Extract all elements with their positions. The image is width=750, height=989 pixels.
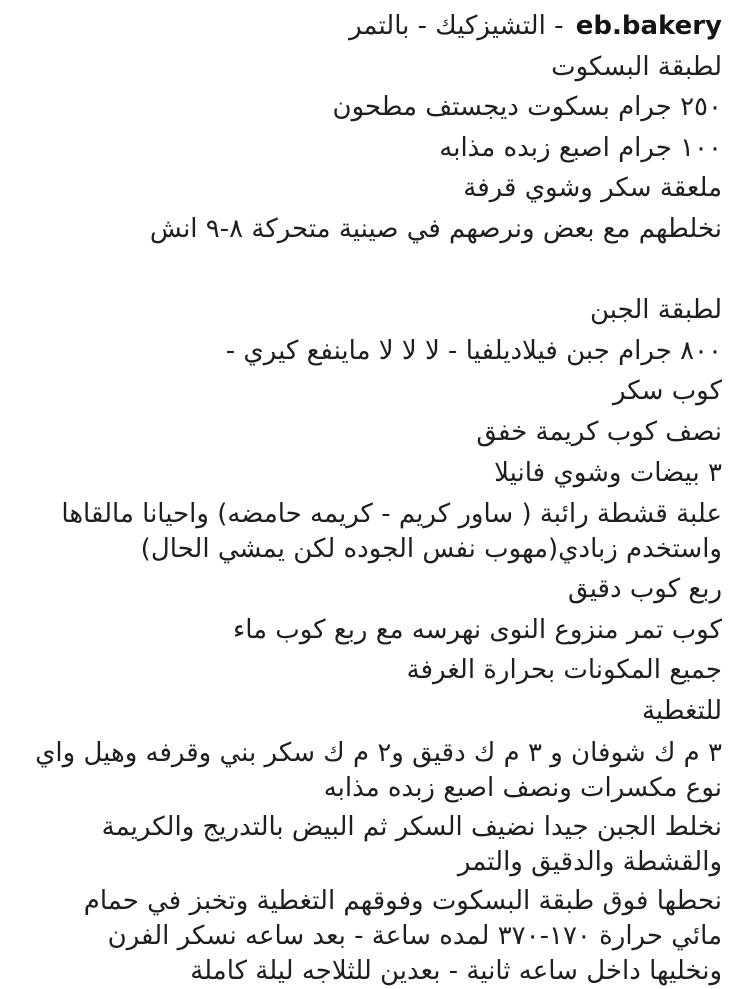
blank-line: [30, 250, 722, 291]
topping-title: للتغطية: [641, 695, 722, 726]
crust-item: ١٠٠ جرام اصبع زبده مذابه: [439, 132, 722, 163]
cheese-item: كوب تمر منزوع النوى نهرسه مع ربع كوب ماء: [232, 614, 722, 645]
crust-item: ٢٥٠ جرام بسكوت ديجستف مطحون: [332, 92, 722, 123]
cheese-item: جميع المكونات بحرارة الغرفة: [406, 655, 722, 686]
cheese-item: ٣ بيضات وشوي فانيلا: [494, 457, 722, 488]
crust-item: نخلطهم مع بعض ونرصهم في صينية متحركة ٨-٩ انش: [149, 213, 722, 244]
method-step-2: نحطها فوق طبقة البسكوت وفوقهم التغطية وتخبز في حمام مائي حرارة ١٧٠-٣٧٠ لمده ساعة - بعد ساعه نسكر الفرن ونخليها داخل ساعه ثانية - بعدين للثلاجه ليلة كاملة: [83, 885, 722, 986]
cheese-title: لطبقة الجبن: [589, 295, 722, 326]
username[interactable]: eb.bakery: [575, 11, 722, 41]
cheese-item: نصف كوب كريمة خفق: [476, 416, 722, 447]
cheese-item: ٨٠٠ جرام جبن فيلاديلفيا - لا لا لا ماينفع كيري -: [225, 335, 722, 366]
cheese-item: ربع كوب دقيق: [568, 574, 722, 605]
crust-title: لطبقة البسكوت: [551, 51, 722, 82]
caption-header: [30, 6, 722, 47]
topping-text: ٣ م ك شوفان و ٣ م ك دقيق و٢ م ك سكر بني وقرفه وهيل واي نوع مكسرات ونصف اصبع زبده مذابه: [35, 737, 722, 803]
crust-item: ملعقة سكر وشوي قرفة: [463, 173, 722, 204]
cheese-item: كوب سكر: [612, 376, 722, 407]
caption-title: - التشيزكيك - بالتمر: [349, 11, 564, 41]
cheese-sour-cream: علبة قشطة رائبة ( ساور كريم - كريمه حامضه) واحيانا مالقاها واستخدم زبادي(مهوب نفس الجوده لكن يمشي الحال): [61, 499, 722, 565]
method-step-1: نخلط الجبن جيدا نضيف السكر ثم البيض بالتدريج والكريمة والقشطة والدقيق والتمر: [101, 811, 722, 877]
